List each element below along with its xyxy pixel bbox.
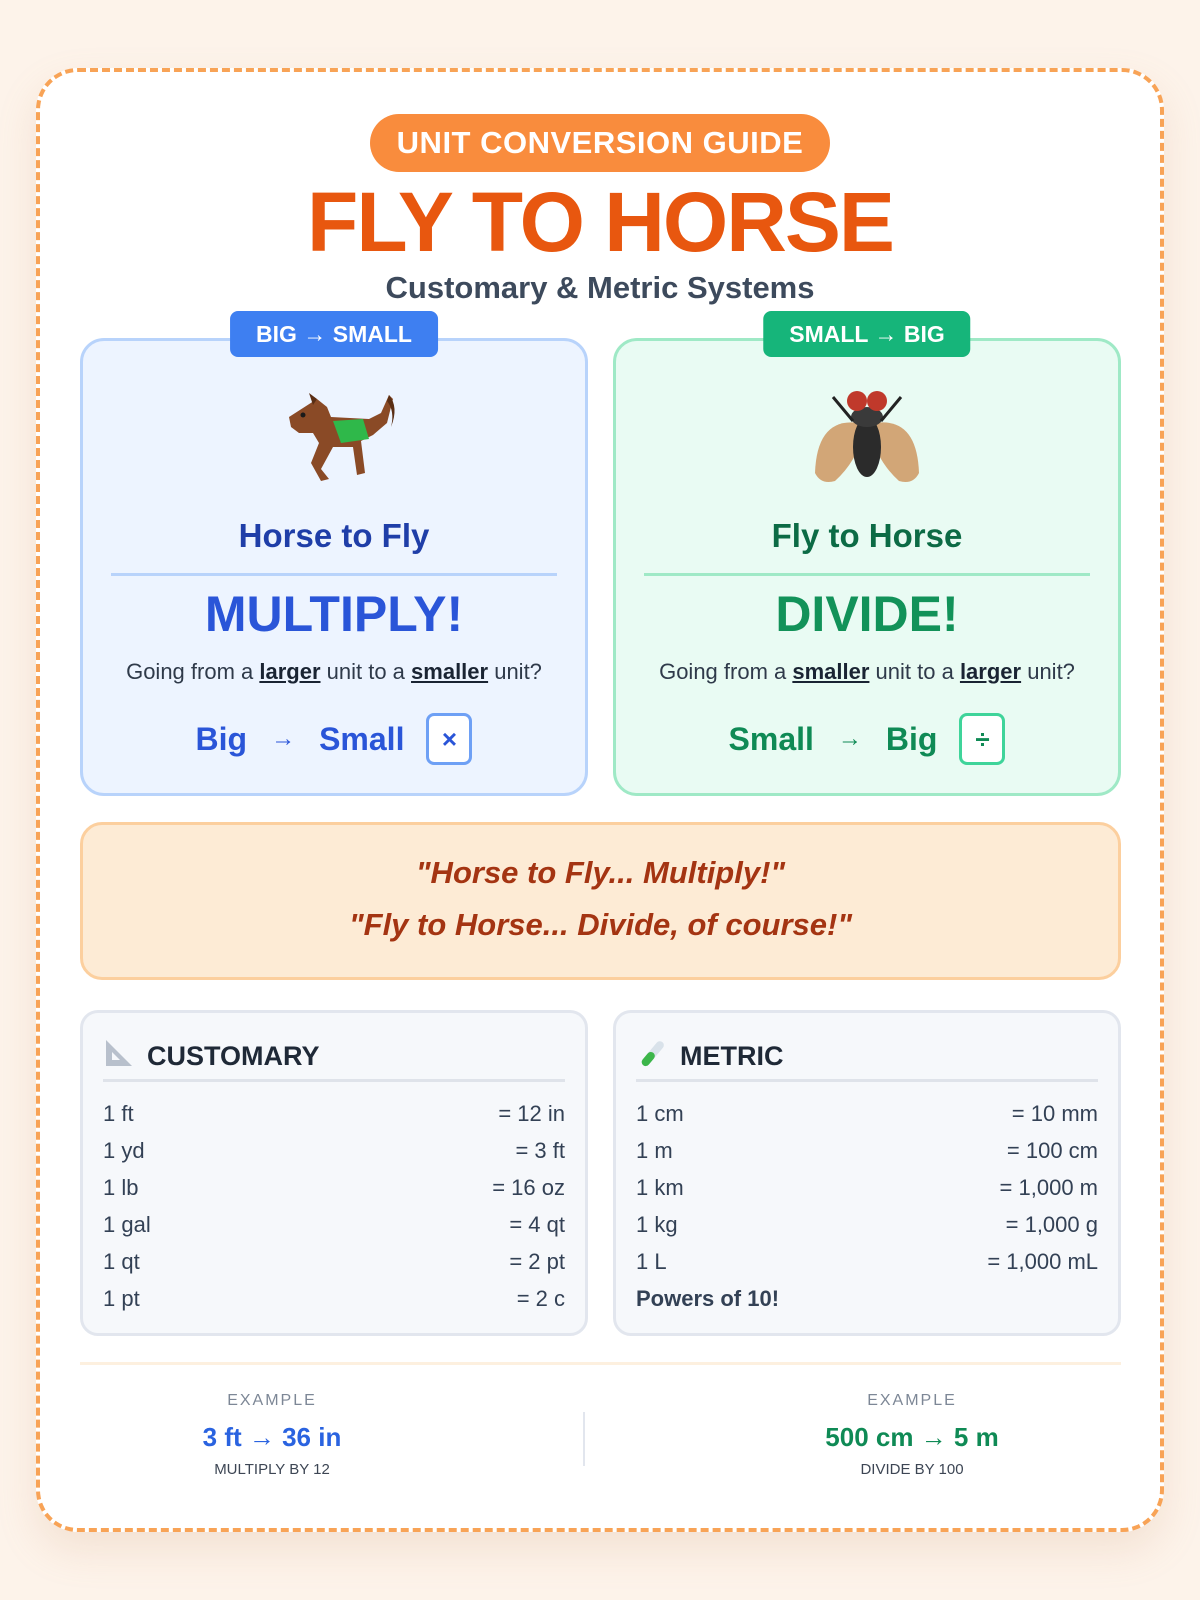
divide-icon: ÷ [959,713,1005,765]
metric-heading: METRIC [680,1040,784,1071]
customary-list [103,1095,565,1317]
list-item: 1 km = 1,000 m [636,1175,1098,1200]
test-tube-icon [636,1037,668,1076]
list-item: 1 kg = 1,000 g [636,1212,1098,1237]
flow-to-label: Big [885,720,938,757]
list-item: 1 pt = 2 c [103,1286,565,1311]
multiply-heading: MULTIPLY! [204,586,464,642]
small-to-big-tag: SMALL → BIG [763,311,970,357]
horse-to-fly-title: Horse to Fly [238,517,430,554]
section-divider [80,1362,1121,1365]
fly-to-horse-description: Going from a smaller unit to a larger unit? [659,659,1075,684]
flow-to-label: Small [319,720,405,757]
metric-reference-card [613,1010,1121,1336]
quote-line-2: "Fly to Horse... Divide, of course!" [348,907,853,942]
example-label: EXAMPLE [227,1392,317,1409]
multiply-example [122,1392,422,1478]
customary-reference-card [80,1010,588,1336]
divide-example [762,1392,1062,1478]
list-item: 1 L = 1,000 mL [636,1249,1098,1274]
quote-line-1: "Horse to Fly... Multiply!" [415,855,786,890]
fly-icon [616,377,1118,497]
mnemonic-quote-box [80,822,1121,980]
horse-to-fly-description: Going from a larger unit to a smaller unit? [126,659,542,684]
arrow-right-icon: → [837,725,862,752]
page-title: FLY TO HORSE [307,175,893,269]
customary-header [103,1033,565,1082]
panel-divider [644,573,1090,576]
arrow-right-icon: → [271,725,296,752]
triangle-ruler-icon [103,1037,135,1076]
example-caption: MULTIPLY BY 12 [214,1461,330,1478]
example-value: 3 ft → 36 in [202,1422,342,1452]
metric-list [636,1095,1098,1317]
flow-from-label: Big [195,720,248,757]
metric-note: Powers of 10! [636,1286,780,1311]
list-item: 1 ft = 12 in [103,1101,565,1126]
fly-to-horse-panel [613,320,1121,796]
example-value: 500 cm → 5 m [825,1422,999,1452]
example-label: EXAMPLE [867,1392,957,1409]
example-caption: DIVIDE BY 100 [860,1461,964,1478]
list-item: 1 m = 100 cm [636,1138,1098,1163]
fly-to-horse-title: Fly to Horse [771,517,963,554]
multiply-icon: × [426,713,472,765]
examples-divider [583,1412,585,1466]
list-item: 1 yd = 3 ft [103,1138,565,1163]
divide-heading: DIVIDE! [775,586,959,642]
metric-header [636,1033,1098,1082]
panel-divider [111,573,557,576]
page-subtitle: Customary & Metric Systems [385,270,815,305]
big-to-small-tag: BIG → SMALL [230,311,438,357]
horse-icon [83,377,585,497]
list-item: 1 qt = 2 pt [103,1249,565,1274]
customary-heading: CUSTOMARY [147,1040,320,1071]
list-item: 1 gal = 4 qt [103,1212,565,1237]
flow-from-label: Small [728,720,814,757]
list-item: 1 cm = 10 mm [636,1101,1098,1126]
horse-to-fly-panel [80,320,588,796]
big-to-small-flow [83,713,585,765]
small-to-big-flow [616,713,1118,765]
guide-pill-badge: UNIT CONVERSION GUIDE [370,114,830,172]
list-item: 1 lb = 16 oz [103,1175,565,1200]
